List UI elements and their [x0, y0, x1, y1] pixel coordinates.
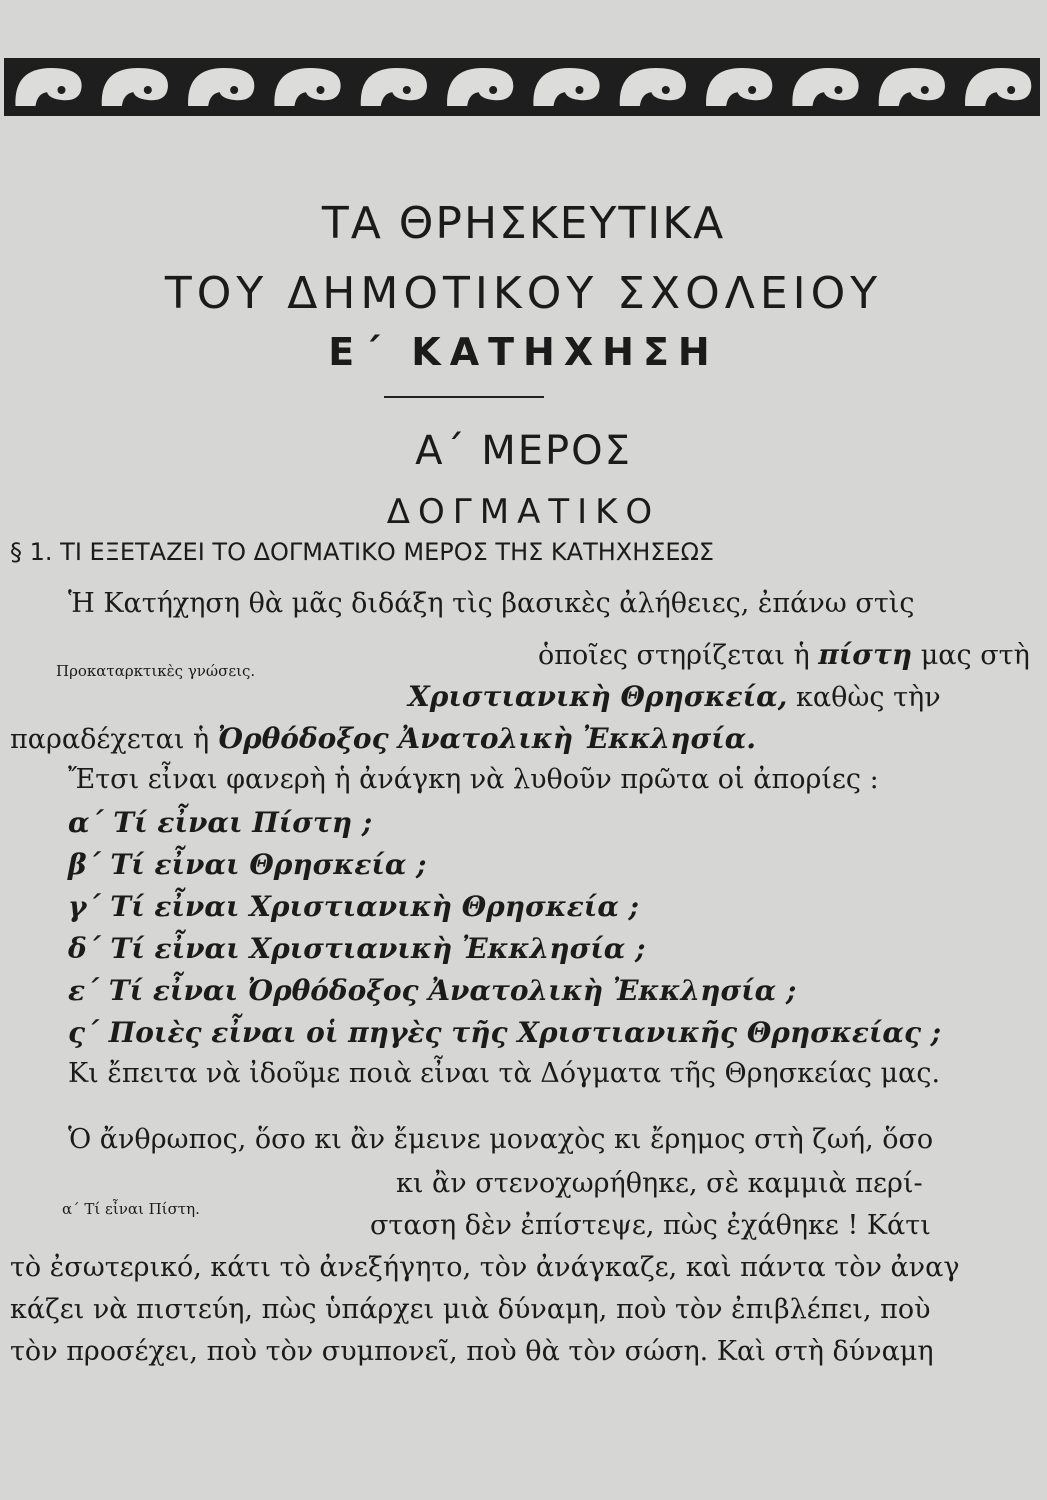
wave-scroll-eye: [748, 86, 756, 94]
para2-line: τὸν προσέχει, ποὺ τὸν συμπονεῖ, ποὺ θὰ τὸν σώση. Καὶ στὴ δύναμη: [10, 1336, 934, 1367]
part-heading: Α΄ ΜΕΡΟΣ: [415, 428, 632, 474]
para2-line: σταση δὲν ἐπίστεψε, πὼς ἐχάθηκε ! Κάτι: [370, 1210, 931, 1241]
title-line-2: ΤΟΥ ΔΗΜΟΤΙΚΟΥ ΣΧΟΛΕΙΟΥ: [164, 268, 883, 319]
wave-scroll-eye: [144, 86, 152, 94]
title-line-3: Ε΄ ΚΑΤΗΧΗΣΗ: [328, 330, 719, 374]
para1-line-2-end: μας στὴ: [912, 640, 1030, 671]
wave-scroll-eye: [921, 86, 929, 94]
question-item: α΄ Τί εἶναι Πίστη ;: [68, 806, 373, 839]
wave-scroll-eye: [316, 86, 324, 94]
part-name: ΔΟΓΜΑΤΙΚΟ: [386, 492, 661, 532]
question-item: γ΄ Τί εἶναι Χριστιανικὴ Θρησκεία ;: [68, 890, 639, 923]
wave-scroll-eye: [403, 86, 411, 94]
wave-scroll-eye: [662, 86, 670, 94]
title-divider: [384, 396, 544, 398]
para1-line-1: Ἡ Κατήχηση θὰ μᾶς διδάξη τὶς βασικὲς ἀλήθειες, ἐπάνω στὶς: [68, 588, 915, 619]
para1-line-5: Ἔτσι εἶναι φανερὴ ἡ ἀνάγκη νὰ λυθοῦν πρῶτα οἱ ἀπορίες :: [68, 764, 879, 795]
side-note-2: α΄ Τί εἶναι Πίστη.: [62, 1200, 200, 1218]
section-heading: § 1. ΤΙ ΕΞΕΤΑΖΕΙ ΤΟ ΔΟΓΜΑΤΙΚΟ ΜΕΡΟΣ ΤΗΣ ΚΑΤΗΧΗΣΕΩΣ: [10, 538, 715, 566]
wave-scroll-eye: [230, 86, 238, 94]
side-note-1: Προκαταρκτικὲς γνώσεις.: [56, 662, 256, 680]
para1-emph-pistis: πίστη: [818, 638, 913, 671]
para1-line-4-text: παραδέχεται ἡ: [10, 724, 218, 755]
para2-line: κι ἂν στενοχωρήθηκε, σὲ καμμιὰ περί-: [396, 1168, 923, 1199]
closing-line: Κι ἔπειτα νὰ ἰδοῦμε ποιὰ εἶναι τὰ Δόγματα τῆς Θρησκείας μας.: [68, 1058, 941, 1089]
title-line-1: ΤΑ ΘΡΗΣΚΕΥΤΙΚΑ: [321, 198, 726, 249]
para1-line-3: [408, 680, 941, 713]
para1-line-2: [538, 638, 1030, 671]
para1-line-2-text: ὁποῖες στηρίζεται ἡ: [538, 640, 819, 671]
wave-scroll-eye: [57, 86, 65, 94]
decorative-wave-border: [4, 58, 1040, 116]
para1-line-3-end: καθὼς τὴν: [787, 682, 941, 713]
para2-line: τὸ ἐσωτερικό, κάτι τὸ ἀνεξήγητο, τὸν ἀνάγκαζε, καὶ πάντα τὸν ἀναγ: [10, 1252, 960, 1283]
para1-emph-religion: Χριστιανικὴ Θρησκεία,: [408, 680, 788, 713]
para2-line: Ὁ ἄνθρωπος, ὅσο κι ἂν ἔμεινε μοναχὸς κι ἔρημος στὴ ζωή, ὅσο: [68, 1124, 934, 1155]
wave-scroll-eye: [1007, 86, 1015, 94]
wave-scroll-eye: [489, 86, 497, 94]
wave-scroll-eye: [575, 86, 583, 94]
para2-line: κάζει νὰ πιστεύη, πὼς ὑπάρχει μιὰ δύναμη, ποὺ τὸν ἐπιβλέπει, ποὺ: [10, 1294, 931, 1325]
question-item: ε΄ Τί εἶναι Ὀρθόδοξος Ἀνατολικὴ Ἐκκλησία ;: [68, 974, 797, 1007]
question-item: δ΄ Τί εἶναι Χριστιανικὴ Ἐκκλησία ;: [68, 932, 646, 965]
question-item: β΄ Τί εἶναι Θρησκεία ;: [68, 848, 427, 881]
wave-scroll-eye: [834, 86, 842, 94]
para1-emph-church: Ὀρθόδοξος Ἀνατολικὴ Ἐκκλησία.: [217, 722, 757, 755]
para1-line-4: [10, 722, 756, 755]
question-item: ς΄ Ποιὲς εἶναι οἱ πηγὲς τῆς Χριστιανικῆς Θρησκείας ;: [68, 1016, 942, 1049]
